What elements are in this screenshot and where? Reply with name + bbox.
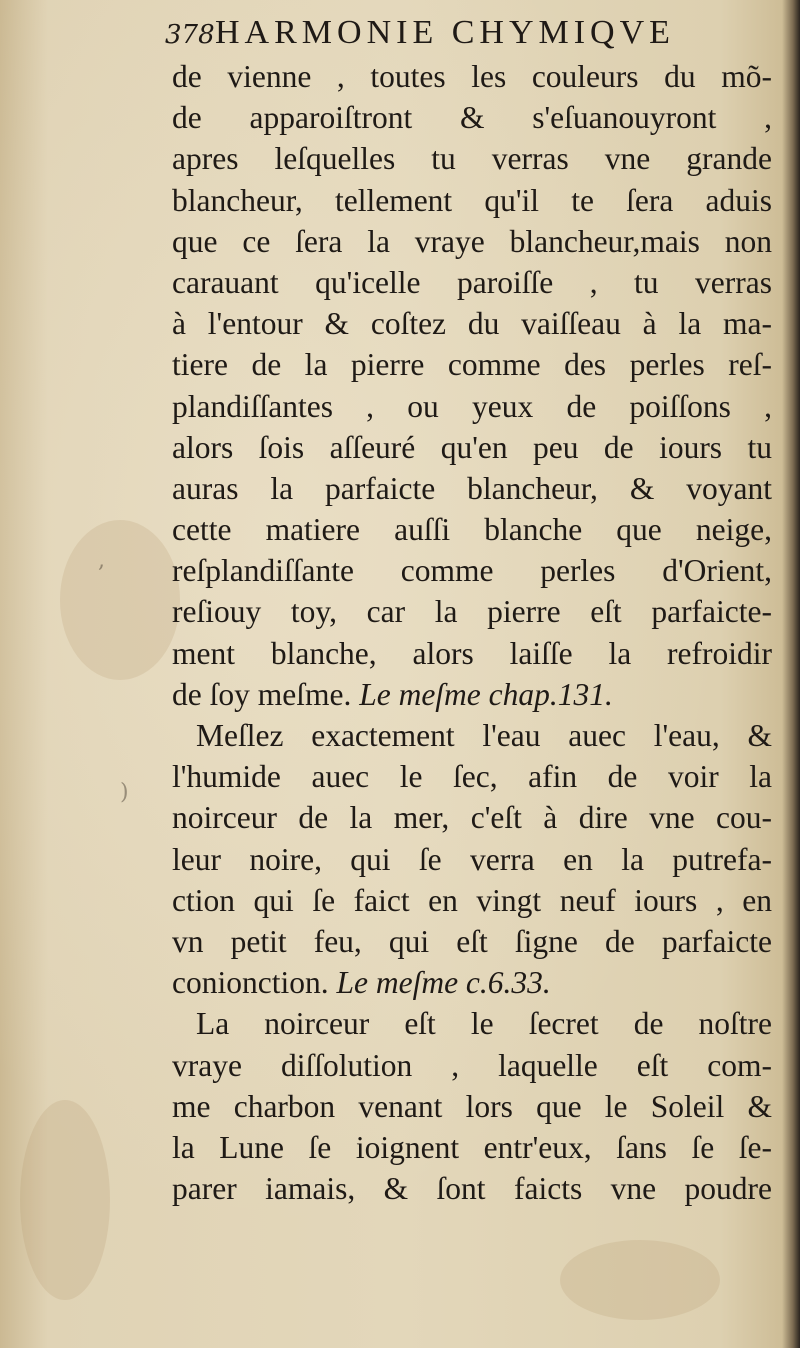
line-text: blancheur, tellement qu'il te ſera aduis: [172, 182, 772, 218]
margin-mark: ): [120, 780, 129, 805]
line-text: conionction.: [172, 965, 329, 1001]
text-line: [172, 1086, 772, 1127]
page-gutter-shadow: [782, 0, 800, 1348]
page-header: [165, 14, 775, 58]
text-line: [172, 921, 772, 962]
line-text: la Lune ſe ioignent entr'eux, ſans ſe ſe-: [172, 1129, 772, 1165]
line-text: reſplandiſſante comme perles d'Orient,: [172, 553, 772, 589]
text-line: [172, 550, 772, 591]
text-line: [172, 591, 772, 632]
page-number: 378: [165, 20, 215, 50]
line-text: reſiouy toy, car la pierre eſt parfaicte-: [172, 594, 772, 630]
line-text: leur noire, qui ſe verra en la putrefa-: [172, 841, 772, 877]
line-text: que ce ſera la vraye blancheur,mais non: [172, 223, 772, 259]
margin-mark: ,: [98, 548, 105, 573]
line-text: tiere de la pierre comme des perles reſ-: [172, 347, 772, 383]
line-text: vn petit feu, qui eſt ſigne de parfaicte: [172, 923, 772, 959]
text-line: [172, 715, 772, 756]
text-line: [172, 797, 772, 838]
line-text: de vienne , toutes les couleurs du mõ-: [172, 59, 772, 94]
line-text: carauant qu'icelle paroiſſe , tu verras: [172, 264, 772, 300]
text-line: [172, 756, 772, 797]
text-line: [172, 1003, 772, 1044]
text-line: [172, 221, 772, 262]
line-text: La noirceur eſt le ſecret de noſtre: [196, 1006, 772, 1042]
text-line: [172, 1127, 772, 1168]
line-text: vraye diſſolution , laquelle eſt com-: [172, 1047, 772, 1083]
text-line: [172, 839, 772, 880]
text-line: [172, 468, 772, 509]
line-text: me charbon venant lors que le Soleil &: [172, 1088, 772, 1124]
paper-stain: [60, 520, 180, 680]
line-text: à l'entour & coſtez du vaiſſeau à la ma-: [172, 306, 772, 342]
line-text: de apparoiſtront & s'eſuanouyront ,: [172, 100, 772, 136]
text-line: [172, 97, 772, 138]
text-line: [172, 633, 772, 674]
text-line: [172, 509, 772, 550]
line-text: l'humide auec le ſec, afin de voir la: [172, 759, 772, 795]
citation: Le meſme chap.131.: [359, 676, 613, 712]
line-text: plandiſſantes , ou yeux de poiſſons ,: [172, 388, 772, 424]
text-line: [172, 962, 772, 1003]
line-text: ment blanche, alors laiſſe la refroidir: [172, 635, 772, 671]
line-text: Meſlez exactement l'eau auec l'eau, &: [196, 718, 772, 753]
body-text: [172, 56, 772, 1209]
running-title: HARMONIE CHYMIQVE: [215, 14, 675, 51]
line-text: apres leſquelles tu verras vne grande: [172, 141, 772, 177]
line-text: ction qui ſe faict en vingt neuf iours , en: [172, 882, 772, 918]
text-line: [172, 386, 772, 427]
text-line: [172, 180, 772, 221]
paper-stain: [20, 1100, 110, 1300]
text-line: [172, 880, 772, 921]
paper-stain: [560, 1240, 720, 1320]
text-line: [172, 262, 772, 303]
text-line: [172, 427, 772, 468]
line-text: alors ſois aſſeuré qu'en peu de iours tu: [172, 429, 772, 465]
text-line: [172, 303, 772, 344]
line-text: parer iamais, & ſont faicts vne poudre: [172, 1171, 772, 1207]
text-line: [172, 1168, 772, 1209]
text-line: [172, 344, 772, 385]
text-line: [172, 674, 772, 715]
line-text: de ſoy meſme.: [172, 676, 352, 712]
text-line: [172, 1045, 772, 1086]
line-text: noirceur de la mer, c'eſt à dire vne cou-: [172, 800, 772, 836]
text-line: [172, 138, 772, 179]
text-line: [172, 56, 772, 97]
citation: Le meſme c.6.33.: [336, 965, 551, 1001]
line-text: cette matiere auſſi blanche que neige,: [172, 512, 772, 548]
line-text: auras la parfaicte blancheur, & voyant: [172, 470, 772, 506]
